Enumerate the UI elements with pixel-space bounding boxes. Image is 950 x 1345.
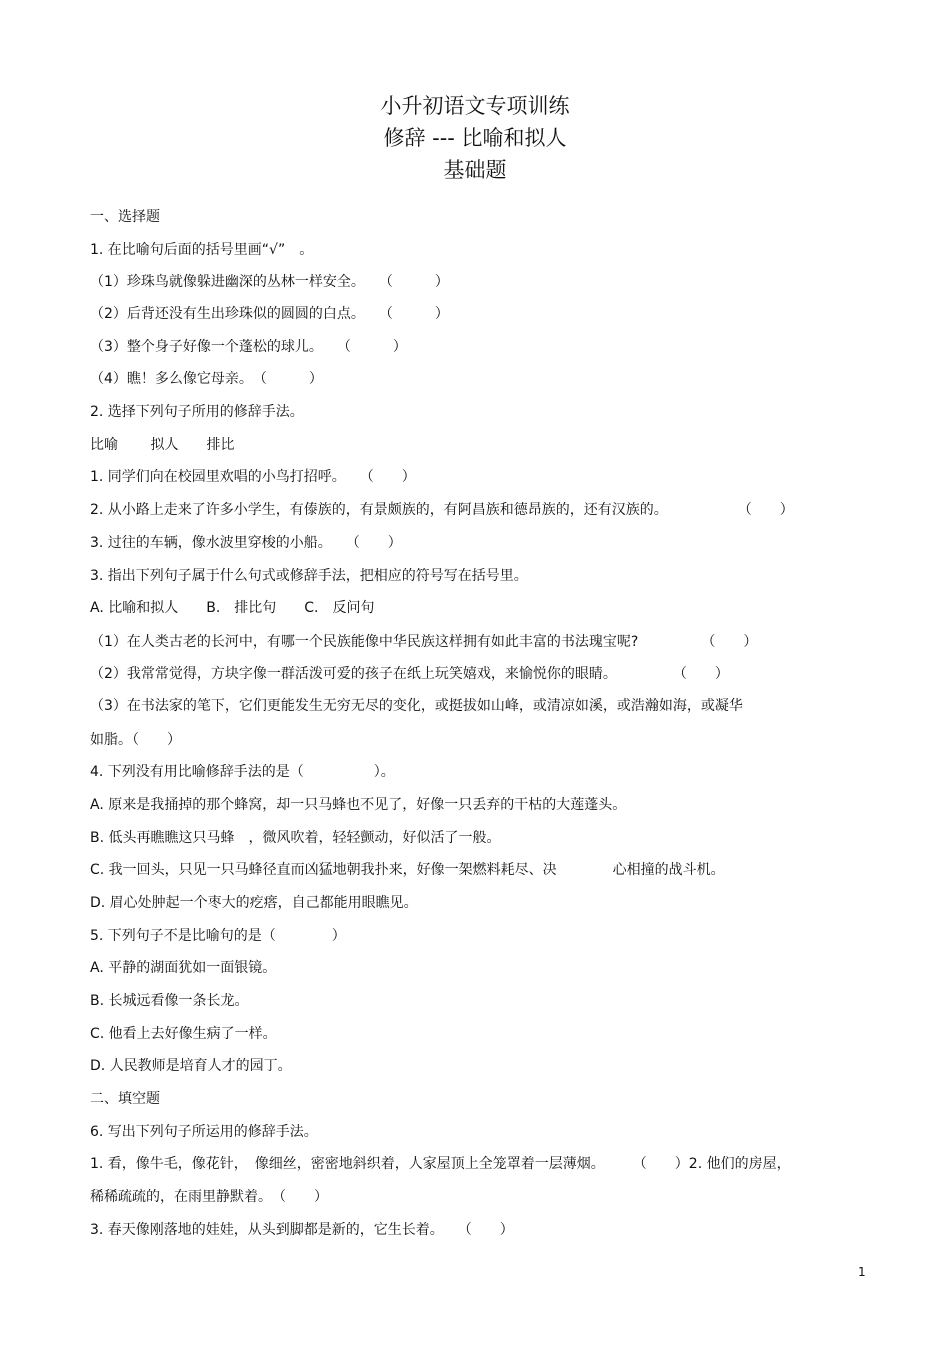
question-5-option-a: A. 平静的湖面犹如一面银镜。 [90, 960, 277, 976]
question-1-stem: 1. 在比喻句后面的括号里画“√” 。 [90, 242, 314, 258]
question-4-option-b: B. 低头再瞧瞧这只马蜂 ，微风吹着，轻轻颤动，好似活了一般。 [90, 830, 501, 846]
document-subtitle: 修辞 --- 比喻和拟人 [383, 126, 567, 150]
question-6-item-2-continued: 稀稀疏疏的，在雨里静默着。 （ ） [90, 1189, 328, 1205]
question-3-item-3-continued: 如脂。（ ） [90, 732, 181, 748]
question-5-stem: 5. 下列句子不是比喻句的是（ ） [90, 928, 346, 944]
question-3-item-1: （1）在人类古老的长河中，有哪一个民族能像中华民族这样拥有如此丰富的书法瑰宝呢? （ ） [90, 634, 758, 650]
question-5-option-c: C. 他看上去好像生病了一样。 [90, 1026, 277, 1042]
question-1-item-1: （1）珍珠鸟就像躲进幽深的丛林一样安全。 （ ） [90, 274, 449, 290]
question-6-stem: 6. 写出下列句子所运用的修辞手法。 [90, 1124, 318, 1140]
question-2-options: 比喻 拟人 排比 [90, 437, 235, 453]
question-4-option-a: A. 原来是我捅掉的那个蜂窝，却一只马蜂也不见了，好像一只丢弃的干枯的大莲蓬头。 [90, 797, 627, 813]
section-heading-fill: 二、填空题 [90, 1091, 160, 1107]
question-3-stem: 3. 指出下列句子属于什么句式或修辞手法，把相应的符号写在括号里。 [90, 568, 528, 584]
question-5-option-b: B. 长城远看像一条长龙。 [90, 993, 249, 1009]
question-4-stem: 4. 下列没有用比喻修辞手法的是（ ）。 [90, 764, 395, 780]
question-1-item-4: （4）瞧！多么像它母亲。 （ ） [90, 371, 323, 387]
section-heading-choice: 一、选择题 [90, 209, 160, 225]
question-3-item-2: （2）我常常觉得，方块字像一群活泼可爱的孩子在纸上玩笑嬉戏，来愉悦你的眼睛。 （ ） [90, 666, 729, 682]
question-1-item-2: （2）后背还没有生出珍珠似的圆圆的白点。 （ ） [90, 306, 449, 322]
document-title: 小升初语文专项训练 [380, 94, 570, 118]
question-1-item-3: （3）整个身子好像一个蓬松的球儿。 （ ） [90, 339, 407, 355]
question-2-item-3: 3. 过往的车辆，像水波里穿梭的小船。 （ ） [90, 535, 402, 551]
page-number: 1 [858, 1265, 866, 1279]
question-3-options: A. 比喻和拟人 B. 排比句 C. 反问句 [90, 600, 375, 616]
difficulty-level: 基础题 [443, 158, 507, 182]
question-2-item-1: 1. 同学们向在校园里欢唱的小鸟打招呼。 （ ） [90, 469, 416, 485]
question-6-item-3: 3. 春天像刚落地的娃娃，从头到脚都是新的，它生长着。 （ ） [90, 1222, 514, 1238]
question-5-option-d: D. 人民教师是培育人才的园丁。 [90, 1058, 292, 1074]
question-3-item-3: （3）在书法家的笔下，它们更能发生无穷无尽的变化，或挺拔如山峰，或清凉如溪，或浩瀚如海，或凝华 [90, 698, 743, 714]
question-4-option-c: C. 我一回头，只见一只马蜂径直而凶猛地朝我扑来，好像一架燃料耗尽、决 心相撞的战斗机。 [90, 862, 725, 878]
question-6-item-1: 1. 看，像牛毛，像花针， 像细丝，密密地斜织着，人家屋顶上全笼罩着一层薄烟。 （ ）2. 他们的房屋， [90, 1156, 791, 1172]
question-4-option-d: D. 眉心处肿起一个枣大的疙瘩，自己都能用眼瞧见。 [90, 895, 418, 911]
question-2-item-2: 2. 从小路上走来了许多小学生，有傣族的，有景颇族的，有阿昌族和德昂族的，还有汉族的。 （ ） [90, 502, 794, 518]
question-2-stem: 2. 选择下列句子所用的修辞手法。 [90, 404, 304, 420]
